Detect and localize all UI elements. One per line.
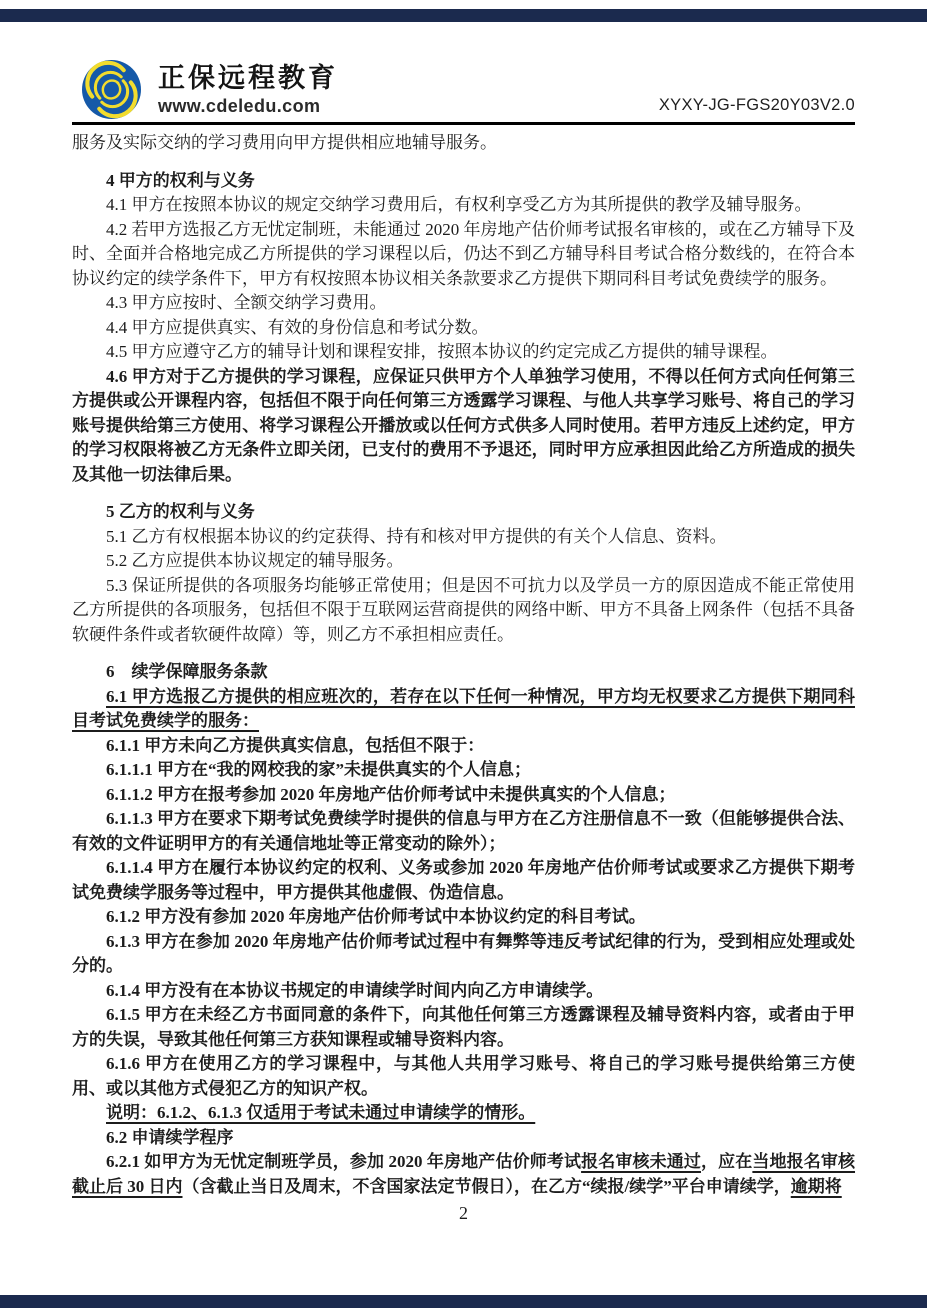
text-run: （含截止当日及周末，不含国家法定节假日），在乙方“续报/续学”平台申请续学， [182,1176,791,1196]
paragraph-6-2: 6.2 申请续学程序 [106,1127,234,1147]
paragraph-6-1: 6.1 甲方选报乙方提供的相应班次的，若存在以下任何一种情况，甲方均无权要求乙方提供下期同科目考试免费续学的服务： [72,686,855,730]
page-header [72,0,855,126]
underlined-phrase: 当地报名审核截止后 30 日内 [72,1152,856,1196]
paragraph-4-6: 4.6 甲方对于乙方提供的学习课程，应保证只供甲方个人单独学习使用，不得以任何方式向任何第三方提供或公开课程内容，包括但不限于向任何第三方透露学习课程、与他人共享学习账号、将自己的学习账号提供给第三方使用、将学习课程公开播放或以任何方式供多人同时使用。若甲方违反上述约定，甲方的学习权限将被乙方无条件立即关闭，已支付的费用不予退还，同时甲方应承担因此给乙方所造成的损失及其他一切法律后果。 [72,366,855,484]
underlined-phrase: 逾期将 [790,1176,842,1196]
paragraph-6-1-1-2: 6.1.1.2 甲方在报考参加 2020 年房地产估价师考试中未提供真实的个人信息； [106,784,676,804]
paragraph-6-1-1-1: 6.1.1.1 甲方在“我的网校我的家”未提供真实的个人信息； [106,760,531,779]
paragraph-h4: 4 甲方的权利与义务 [106,170,255,190]
brand-logo-icon [82,60,141,119]
paragraph-5-3: 5.3 保证所提供的各项服务均能够正常使用；但是因不可抗力以及学员一方的原因造成不能正常使用乙方所提供的各项服务，包括但不限于互联网运营商提供的网络中断、甲方不具备上网条件（包括不具备软硬件条件或者软硬件故障）等，则乙方不承担相应责任。 [72,575,855,644]
paragraph-h5: 5 乙方的权利与义务 [106,502,255,521]
brand-url: www.cdeledu.com [158,96,321,116]
paragraph-4-1: 4.1 甲方在按照本协议的规定交纳学习费用后，有权利享受乙方为其所提供的教学及辅导服务。 [106,195,812,214]
paragraph-4-3: 4.3 甲方应按时、全额交纳学习费用。 [106,293,387,312]
paragraph-4-4: 4.4 甲方应提供真实、有效的身份信息和考试分数。 [106,317,489,337]
paragraph-6-1-4: 6.1.4 甲方没有在本协议书规定的申请续学时间内向乙方申请续学。 [106,980,604,1000]
paragraph-5-1: 5.1 乙方有权根据本协议的约定获得、持有和核对甲方提供的有关个人信息、资料。 [106,526,727,546]
paragraph-6-1-5: 6.1.5 甲方在未经乙方书面同意的条件下，向其他任何第三方透露课程及辅导资料内容，或者由于甲方的失误，导致其他任何第三方获知课程或辅导资料内容。 [72,1005,855,1049]
paragraph-5-2: 5.2 乙方应提供本协议规定的辅导服务。 [106,551,404,570]
paragraph-6-1-1-3: 6.1.1.3 甲方在要求下期考试免费续学时提供的信息与甲方在乙方注册信息不一致（但能够提供合法、有效的文件证明甲方的有关通信地址等正常变动的除外）； [72,809,855,853]
underlined-phrase: 报名审核未通过 [581,1152,701,1171]
paragraph-h6: 6 续学保障服务条款 [106,662,268,681]
paragraph-6-1-6: 6.1.6 甲方在使用乙方的学习课程中，与其他人共用学习账号、将自己的学习账号提供给第三方使用、或以其他方式侵犯乙方的知识产权。 [72,1054,855,1098]
header-divider-rule [72,122,855,125]
paragraph-4-5: 4.5 甲方应遵守乙方的辅导计划和课程安排，按照本协议的约定完成乙方提供的辅导课程。 [106,342,778,361]
paragraph-intro-cont: 服务及实际交纳的学习费用向甲方提供相应地辅导服务。 [72,133,497,152]
paragraph-note: 说明：6.1.2、6.1.3 仅适用于考试未通过申请续学的情形。 [106,1103,536,1122]
paragraph-6-1-1-4: 6.1.1.4 甲方在履行本协议约定的权利、义务或参加 2020 年房地产估价师考试或要求乙方提供下期考试免费续学服务等过程中，甲方提供其他虚假、伪造信息。 [72,858,855,902]
paragraph-6-1-1: 6.1.1 甲方未向乙方提供真实信息，包括但不限于： [106,735,485,755]
document-code: XYXY-JG-FGS20Y03V2.0 [658,96,855,114]
paragraph-4-2: 4.2 若甲方选报乙方无忧定制班，未能通过 2020 年房地产估价师考试报名审核的，或在乙方辅导下及时、全面并合格地完成乙方所提供的学习课程以后，仍达不到乙方辅导科目考试合格分数线的，在符合本协议约定的续学条件下，甲方有权按照本协议相关条款要求乙方提供下期同科目考试免费续学的服务。 [72,219,855,288]
text-run: 6.2.1 如甲方为无忧定制班学员，参加 2020 年房地产估价师考试 [106,1152,582,1171]
paragraph-6-1-3: 6.1.3 甲方在参加 2020 年房地产估价师考试过程中有舞弊等违反考试纪律的行为，受到相应处理或处分的。 [72,931,855,975]
paragraph-6-2-1 [72,1150,855,1199]
page-number: 2 [459,1203,468,1223]
brand-text-block [158,62,338,118]
paragraph-6-1-2: 6.1.2 甲方没有参加 2020 年房地产估价师考试中本协议约定的科目考试。 [106,907,646,926]
scan-artifact-bottom-bar [0,1295,927,1308]
document-body [72,131,855,1199]
text-run: ，应在 [700,1152,753,1171]
brand-name: 正保远程教育 [158,63,338,93]
